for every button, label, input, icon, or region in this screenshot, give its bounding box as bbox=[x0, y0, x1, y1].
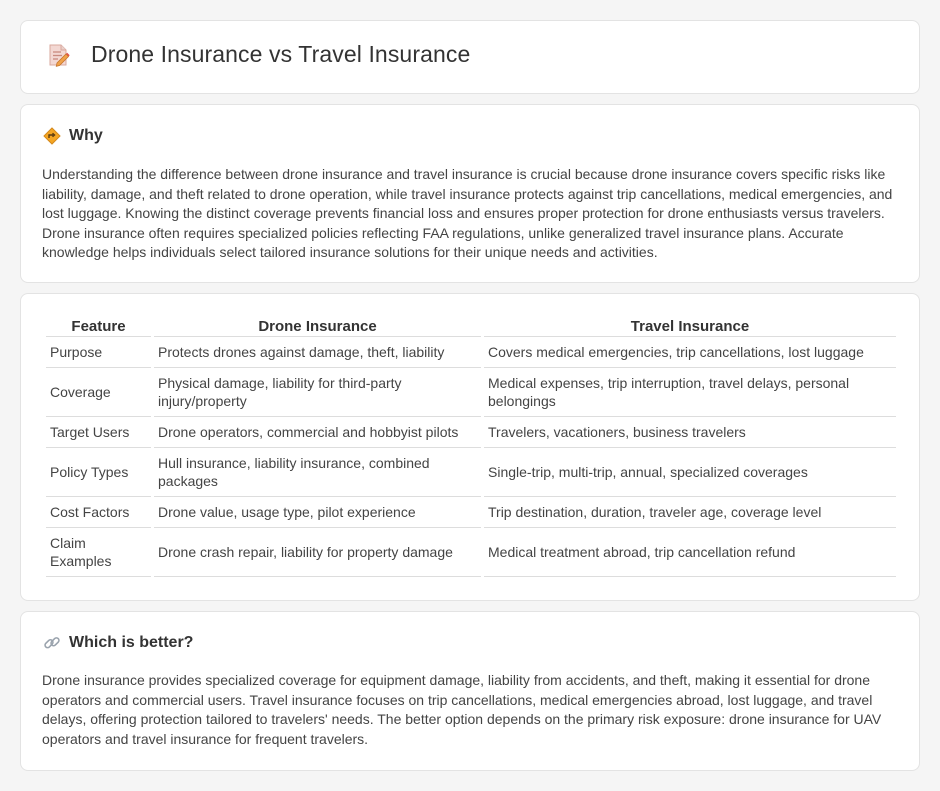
travel-cell: Covers medical emergencies, trip cancellations, lost luggage bbox=[484, 337, 896, 368]
travel-cell: Trip destination, duration, traveler age, coverage level bbox=[484, 497, 896, 528]
link-icon bbox=[43, 634, 61, 652]
drone-cell: Drone operators, commercial and hobbyist pilots bbox=[154, 417, 481, 448]
drone-cell: Drone crash repair, liability for property damage bbox=[154, 528, 481, 577]
comparison-section bbox=[20, 293, 920, 601]
feature-cell: Purpose bbox=[46, 337, 151, 368]
feature-cell: Target Users bbox=[46, 417, 151, 448]
table-row bbox=[46, 417, 896, 448]
header-card bbox=[20, 20, 920, 94]
better-title: Which is better? bbox=[69, 634, 194, 651]
drone-cell: Hull insurance, liability insurance, combined packages bbox=[154, 448, 481, 497]
drone-cell: Protects drones against damage, theft, liability bbox=[154, 337, 481, 368]
table-row bbox=[46, 368, 896, 417]
better-body: Drone insurance provides specialized coverage for equipment damage, liability from accidents, and theft, making it essential for drone operators and commercial users. Travel insurance focuses on trip cancellations, medical emergencies abroad, lost luggage, and travel delays, offering protection tailored to travelers' needs. The better option depends on the primary risk exposure: drone insurance for UAV operators and travel insurance for frequent travelers. bbox=[42, 672, 882, 747]
table-row bbox=[46, 528, 896, 577]
travel-cell: Travelers, vacationers, business travelers bbox=[484, 417, 896, 448]
travel-cell: Medical expenses, trip interruption, travel delays, personal belongings bbox=[484, 368, 896, 417]
page-title: Drone Insurance vs Travel Insurance bbox=[91, 41, 471, 67]
why-section bbox=[20, 104, 920, 283]
better-section bbox=[20, 611, 920, 771]
table-row bbox=[46, 448, 896, 497]
table-row bbox=[46, 337, 896, 368]
better-heading bbox=[43, 634, 193, 652]
column-header: Feature bbox=[46, 315, 151, 337]
feature-cell: Policy Types bbox=[46, 448, 151, 497]
feature-cell: Coverage bbox=[46, 368, 151, 417]
travel-cell: Single-trip, multi-trip, annual, specialized coverages bbox=[484, 448, 896, 497]
column-header: Travel Insurance bbox=[484, 315, 896, 337]
table-header-row bbox=[46, 315, 896, 337]
title-row bbox=[45, 41, 470, 68]
road-sign-icon bbox=[43, 127, 61, 145]
table-row bbox=[46, 497, 896, 528]
feature-cell: Cost Factors bbox=[46, 497, 151, 528]
why-heading bbox=[43, 127, 103, 145]
drone-cell: Drone value, usage type, pilot experience bbox=[154, 497, 481, 528]
feature-cell: Claim Examples bbox=[46, 528, 151, 577]
column-header: Drone Insurance bbox=[154, 315, 481, 337]
travel-cell: Medical treatment abroad, trip cancellation refund bbox=[484, 528, 896, 577]
document-edit-icon bbox=[45, 42, 71, 68]
why-title: Why bbox=[69, 127, 103, 144]
drone-cell: Physical damage, liability for third-party injury/property bbox=[154, 368, 481, 417]
comparison-table bbox=[43, 315, 899, 577]
why-body: Understanding the difference between drone insurance and travel insurance is crucial because drone insurance covers specific risks like liability, damage, and theft related to drone operation, while travel insurance protects against trip cancellations, medical emergencies, and lost luggage. Knowing the distinct coverage prevents financial loss and ensures proper protection for drone enthusiasts versus travelers. Drone insurance often requires specialized policies reflecting FAA regulations, unlike generalized travel insurance plans. Accurate knowledge helps individuals select tailored insurance solutions for their unique needs and activities. bbox=[42, 166, 893, 260]
